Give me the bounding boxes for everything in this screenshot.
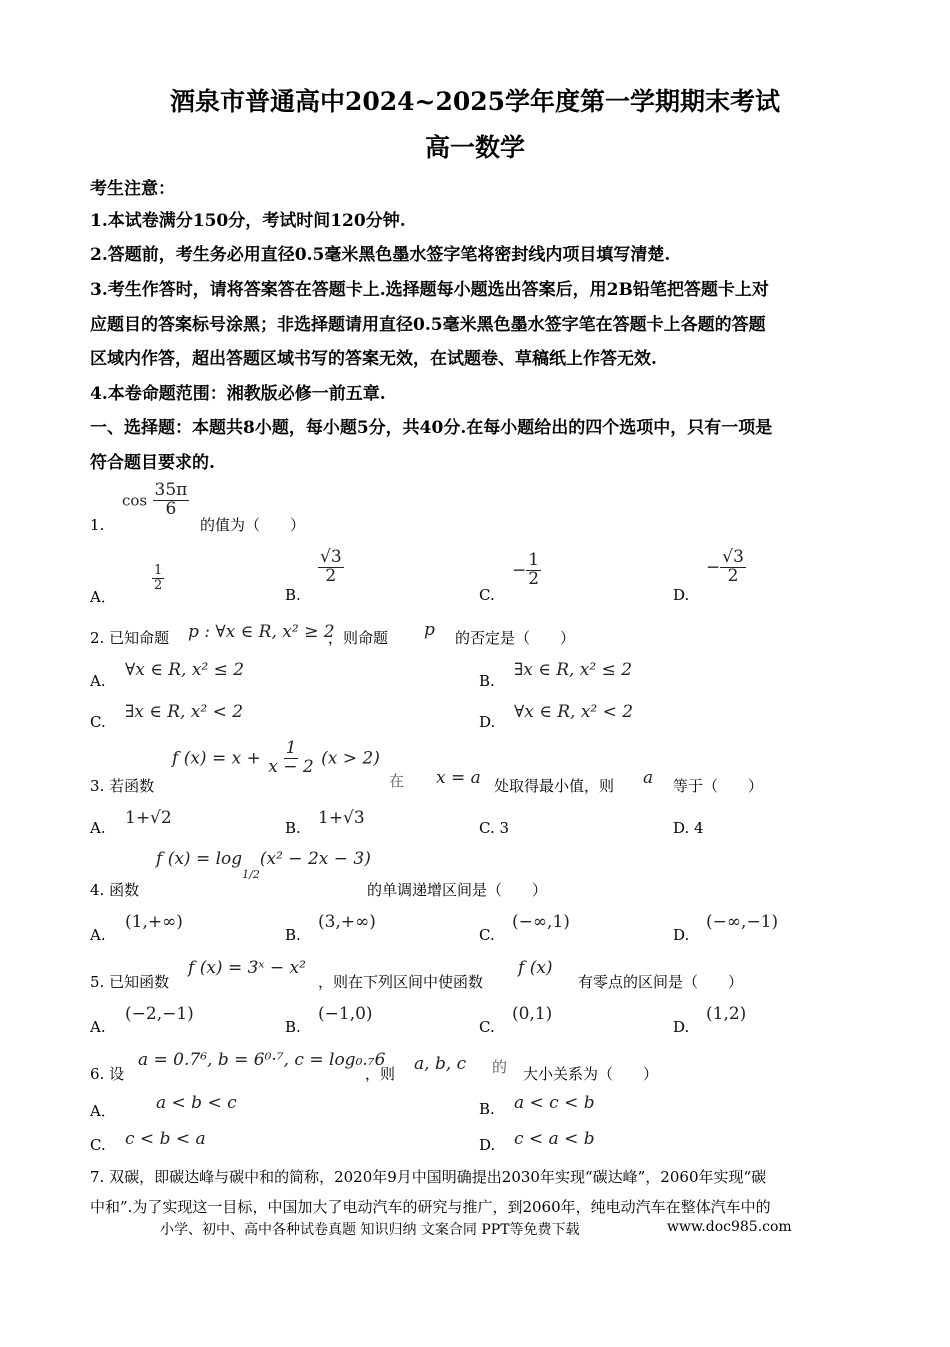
section-heading-line-1: 一、选择题：本题共8小题，每小题5分，共40分.在每小题给出的四个选项中，只有一项是 [90,418,773,438]
footer-url[interactable]: www.doc985.com [667,1219,792,1235]
q4-option-d-value: (−∞,−1) [706,912,779,932]
q4-option-c-label: C. [479,926,495,944]
q3-option-c: C. 3 [479,819,510,837]
q6-option-a-label: A． [90,1102,116,1120]
q6-option-a-value: a < b < c [156,1093,237,1113]
q6-option-c-value: c < b < a [125,1129,206,1149]
notice-item-3-line-1: 3.考生作答时，请将答案答在答题卡上.选择题每小题选出答案后，用2B铅笔把答题卡上对 [90,280,769,300]
q6-option-b-value: a < c < b [514,1093,595,1113]
notice-heading: 考生注意： [90,179,175,199]
q3-option-b-label: B. [285,819,301,837]
q5-tail: 有零点的区间是（ ） [578,973,744,991]
q3-mid: 处取得最小值，则 [494,777,615,795]
q2-option-d-label: D. [479,713,496,731]
q5-prefix: 5. 已知函数 [90,973,170,991]
q3-prefix: 3. 若函数 [90,777,155,795]
q7-line-1: 7. 双碳，即碳达峰与碳中和的简称，2020年9月中国明确提出2030年实现“碳达峰”，2060年实现“碳 [90,1168,767,1186]
q6-option-b-label: B. [479,1100,495,1118]
q1-option-c-value: − $\frac{1}{2}$ [512,550,540,589]
notice-item-3-line-3: 区域内作答，超出答题区域书写的答案无效，在试题卷、草稿纸上作答无效. [90,349,657,369]
q5-option-a-value: (−2,−1) [125,1004,194,1024]
section-heading-line-2: 符合题目要求的. [90,453,215,473]
footer-text: 小学、初中、高中各种试卷真题 知识归纳 文案合同 PPT等免费下载 [160,1222,580,1238]
exam-subtitle: 高一数学 [424,133,525,162]
q4-option-b-label: B. [285,926,301,944]
q2-option-c-value: ∃x ∈ R, x² < 2 [125,702,244,722]
notice-item-2: 2.答题前，考生务必用直径0.5毫米黑色墨水签字笔将密封线内项目填写清楚. [90,245,671,265]
q2-option-d-value: ∀x ∈ R, x² < 2 [514,702,634,722]
q1-expression: cos $\frac{35\pi}{6}$ [122,480,188,519]
notice-item-1: 1.本试卷满分150分，考试时间120分钟. [90,211,406,231]
q6-prefix: 6. 设 [90,1065,125,1083]
q4-option-a-label: A. [90,926,106,944]
q3-option-b-value: 1+√3 [318,808,365,828]
q3-at: 在 [389,772,405,790]
q7-line-2: 中和”.为了实现这一目标，中国加大了电动汽车的研究与推广，到2060年，纯电动汽车在整体汽车中的 [90,1198,771,1216]
q1-number: 1. [90,516,105,534]
q4-function: f $(x) = \log_{1/2}(x^2 - 2x - 3)$ [156,849,371,881]
q2-option-b-label: B. [479,672,495,690]
q5-option-c-value: (0,1) [512,1004,553,1024]
q6-option-d-value: c < a < b [514,1129,595,1149]
q1-option-b-value: $\frac{√3}{2}$ [320,547,342,586]
q3-option-a-value: 1+√2 [125,808,172,828]
q6-expression: a = 0.7⁶, b = 6⁰·⁷, c = log₀.₇6 [138,1050,386,1070]
q2-option-a-value: ∀x ∈ R, x² ≤ 2 [125,660,245,680]
q2-prefix: 2. 已知命题 [90,629,170,647]
q5-option-d-label: D. [673,1018,690,1036]
q6-tail: 大小关系为（ ） [523,1065,659,1083]
q2-option-a-label: A. [90,672,106,690]
q5-mid: ，则在下列区间中使函数 [318,973,484,991]
q1-text: 的值为（ ） [200,516,306,534]
q3-a: a [643,768,654,788]
q5-option-a-label: A. [90,1018,106,1036]
q1-option-c-label: C. [479,586,495,604]
q2-option-b-value: ∃x ∈ R, x² ≤ 2 [514,660,633,680]
q1-option-b-label: B. [285,586,301,604]
q2-option-c-label: C. [90,713,106,731]
q4-option-b-value: (3,+∞) [318,912,376,932]
q6-option-d-label: D. [479,1136,496,1154]
q1-option-d-value: − $\frac{√3}{2}$ [706,547,744,586]
q5-option-b-label: B. [285,1018,301,1036]
q2-mid: ，则命题 [328,629,389,647]
notice-item-4: 4.本卷命题范围：湘教版必修一前五章. [90,384,386,404]
exam-title: 酒泉市普通高中2024~2025学年度第一学期期末考试 [169,87,781,116]
q5-option-c-label: C. [479,1018,495,1036]
q3-option-a-label: A. [90,819,106,837]
q4-prefix: 4. 函数 [90,881,140,899]
q3-x-equals-a: x = a [436,768,481,788]
q5-fx: f (x) [518,958,553,978]
q4-option-a-value: (1,+∞) [125,912,183,932]
q6-de: 的 [492,1058,508,1076]
q3-option-d: D. 4 [673,819,704,837]
q3-tail: 等于（ ） [673,777,764,795]
q6-mid: ，则 [365,1065,396,1083]
notice-item-3-line-2: 应题目的答案标号涂黑；非选择题请用直径0.5毫米黑色墨水签字笔在答题卡上各题的答题 [90,315,766,335]
q2-p: p [424,620,435,640]
q2-proposition: p : ∀x ∈ R, x² ≥ 2 [188,622,335,642]
q3-function: f (x) = x + $\frac{1}{x - 2}$ (x > 2) [172,738,380,777]
q6-abc: a, b, c [414,1054,467,1074]
q2-tail: 的否定是（ ） [455,629,576,647]
q1-option-d-label: D. [673,586,690,604]
q5-option-d-value: (1,2) [706,1004,747,1024]
q5-option-b-value: (−1,0) [318,1004,373,1024]
q4-tail: 的单调递增区间是（ ） [367,881,548,899]
q4-option-c-value: (−∞,1) [512,912,570,932]
q6-option-c-label: C. [90,1136,106,1154]
q4-option-d-label: D. [673,926,690,944]
q1-option-a-value: $\frac{1}{2}$ [154,563,163,593]
q1-option-a-label: A． [90,588,116,606]
q5-function: f (x) = 3ˣ − x² [188,958,306,978]
